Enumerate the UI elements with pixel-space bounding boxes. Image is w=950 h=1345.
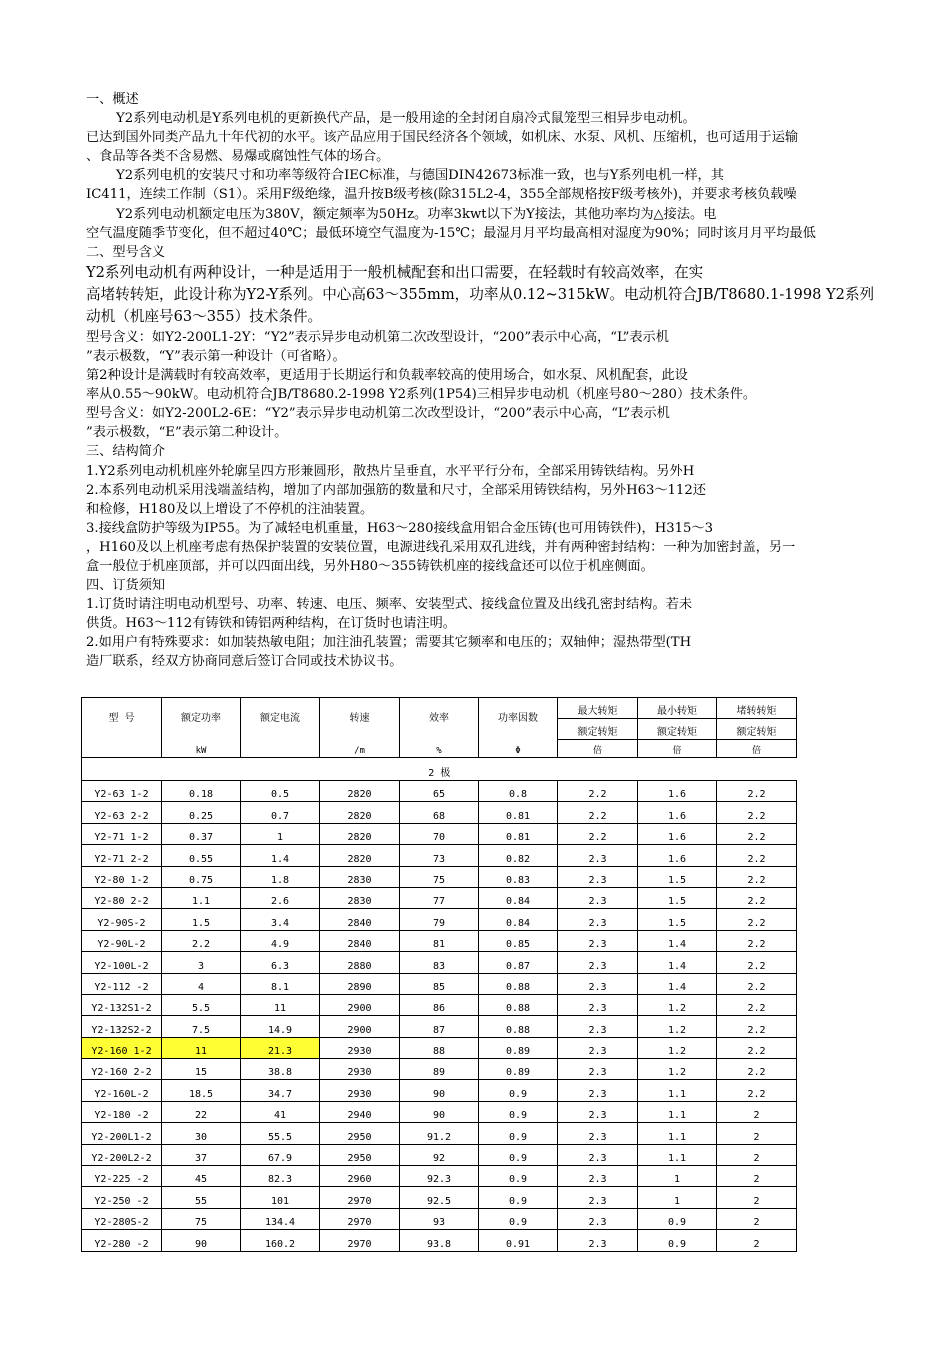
table-units-row — [82, 740, 797, 758]
cell-speed: 2880 — [320, 952, 400, 973]
table-row — [82, 1166, 797, 1187]
table-row — [82, 802, 797, 823]
cell-min-torque: 0.9 — [638, 1208, 717, 1229]
text-line: 和检修，H180及以上增设了不停机的注油装置。 — [86, 501, 374, 517]
cell-efficiency: 92 — [400, 1144, 479, 1165]
cell-max-torque: 2.3 — [558, 952, 638, 973]
cell-lock-torque: 2.2 — [717, 973, 797, 994]
cell-speed: 2890 — [320, 973, 400, 994]
text-line: 已达到国外同类产品九十年代初的水平。该产品应用于国民经济各个领域，如机床、水泵、风机、压缩机，也可适用于运输 — [86, 130, 799, 146]
cell-speed: 2970 — [320, 1187, 400, 1208]
cell-power: 15 — [162, 1059, 241, 1080]
cell-max-torque: 2.3 — [558, 887, 638, 908]
cell-efficiency: 77 — [400, 887, 479, 908]
unit-current — [241, 740, 320, 758]
table-row — [82, 823, 797, 844]
cell-current: 0.7 — [241, 802, 320, 823]
cell-lock-torque: 2 — [717, 1208, 797, 1229]
cell-current: 21.3 — [241, 1037, 320, 1058]
cell-model: Y2-71 1-2 — [82, 823, 162, 844]
table-row — [82, 845, 797, 866]
cell-lock-torque: 2.2 — [717, 845, 797, 866]
cell-current: 3.4 — [241, 909, 320, 930]
cell-min-torque: 0.9 — [638, 1230, 717, 1251]
header-rated-torque: 额定转矩 — [638, 719, 717, 740]
table-row — [82, 781, 797, 802]
cell-current: 1.8 — [241, 866, 320, 887]
cell-power-factor: 0.89 — [479, 1059, 558, 1080]
cell-power-factor: 0.9 — [479, 1123, 558, 1144]
cell-speed: 2820 — [320, 781, 400, 802]
cell-current: 101 — [241, 1187, 320, 1208]
cell-min-torque: 1.1 — [638, 1101, 717, 1122]
cell-current: 2.6 — [241, 887, 320, 908]
text-line: ”表示极数，“Y”表示第一种设计（可省略）。 — [86, 348, 346, 364]
header-current: 额定电流 — [241, 698, 320, 740]
cell-power: 5.5 — [162, 994, 241, 1015]
text-line: 空气温度随季节变化，但不超过40℃；最低环境空气温度为-15℃；最湿月月平均最高相对湿度为90%；同时该月月平均最低 — [86, 225, 816, 241]
cell-lock-torque: 2.2 — [717, 1059, 797, 1080]
header-rated-torque: 额定转矩 — [717, 719, 797, 740]
text-line: 、食品等各类不含易燃、易爆或腐蚀性气体的场合。 — [86, 149, 390, 165]
cell-power-factor: 0.9 — [479, 1144, 558, 1165]
table-row — [82, 1101, 797, 1122]
text-line: ，H160及以上机座考虑有热保护装置的安装位置，电源进线孔采用双孔进线，并有两种密封结构：一种为加密封盖，另一 — [86, 539, 796, 555]
cell-min-torque: 1.2 — [638, 1016, 717, 1037]
text-line: ”表示极数，“E”表示第二种设计。 — [86, 425, 288, 441]
cell-speed: 2840 — [320, 930, 400, 951]
cell-efficiency: 88 — [400, 1037, 479, 1058]
unit-power: kW — [162, 740, 241, 758]
cell-max-torque: 2.3 — [558, 1144, 638, 1165]
cell-min-torque: 1.1 — [638, 1080, 717, 1101]
cell-current: 82.3 — [241, 1166, 320, 1187]
cell-efficiency: 87 — [400, 1016, 479, 1037]
header-lock-torque: 堵转转矩 — [717, 698, 797, 719]
cell-current: 14.9 — [241, 1016, 320, 1037]
cell-speed: 2940 — [320, 1101, 400, 1122]
table-row — [82, 1208, 797, 1229]
text-line: Y2系列电动机额定电压为380V，额定频率为50Hz。功率3kwt以下为Y接法，其他功率均为△接法。电 — [116, 206, 717, 222]
cell-max-torque: 2.3 — [558, 994, 638, 1015]
cell-power: 22 — [162, 1101, 241, 1122]
cell-power: 0.37 — [162, 823, 241, 844]
cell-min-torque: 1.6 — [638, 845, 717, 866]
text-line: 一、概述 — [86, 92, 139, 107]
cell-current: 160.2 — [241, 1230, 320, 1251]
cell-model: Y2-180 -2 — [82, 1101, 162, 1122]
cell-lock-torque: 2.2 — [717, 802, 797, 823]
table-row — [82, 1144, 797, 1165]
cell-power: 1.5 — [162, 909, 241, 930]
cell-power: 90 — [162, 1230, 241, 1251]
cell-speed: 2840 — [320, 909, 400, 930]
cell-power-factor: 0.85 — [479, 930, 558, 951]
cell-max-torque: 2.3 — [558, 1101, 638, 1122]
cell-max-torque: 2.3 — [558, 1016, 638, 1037]
cell-current: 55.5 — [241, 1123, 320, 1144]
cell-model: Y2-90L-2 — [82, 930, 162, 951]
cell-power: 0.75 — [162, 866, 241, 887]
text-line: 第2种设计是满载时有较高效率，更适用于长期运行和负载率较高的使用场合，如水泵、风机配套，此设 — [86, 368, 688, 384]
text-line: 动机（机座号63～355）技术条件。 — [86, 307, 323, 325]
cell-max-torque: 2.3 — [558, 1123, 638, 1144]
text-line: 盒一般位于机座顶部，并可以四面出线，另外H80～355铸铁机座的接线盒还可以位于机座侧面。 — [86, 558, 654, 574]
table-row — [82, 1037, 797, 1058]
cell-max-torque: 2.3 — [558, 1037, 638, 1058]
cell-power: 2.2 — [162, 930, 241, 951]
cell-min-torque: 1.5 — [638, 909, 717, 930]
cell-max-torque: 2.3 — [558, 1080, 638, 1101]
cell-lock-torque: 2 — [717, 1166, 797, 1187]
cell-model: Y2-225 -2 — [82, 1166, 162, 1187]
unit-efficiency: % — [400, 740, 479, 758]
cell-current: 8.1 — [241, 973, 320, 994]
cell-model: Y2-250 -2 — [82, 1187, 162, 1208]
cell-efficiency: 83 — [400, 952, 479, 973]
cell-lock-torque: 2 — [717, 1187, 797, 1208]
text-line: 率从0.55～90kW。电动机符合JB/T8680.2-1998 Y2系列(1P54)三相异步电动机（机座号80～280）技术条件。 — [86, 387, 757, 403]
table-row — [82, 994, 797, 1015]
text-line: Y2系列电动机有两种设计，一种是适用于一般机械配套和出口需要，在轻载时有较高效率，在实 — [86, 263, 704, 281]
cell-power-factor: 0.82 — [479, 845, 558, 866]
text-line: 高堵转转矩，此设计称为Y2-Y系列。中心高63～355mm，功率从0.12~315kW。电动机符合JB/T8680.1-1998 Y2系列 — [86, 285, 875, 303]
text-line: 1.Y2系列电动机机座外轮廓呈四方形兼圆形，散热片呈垂直，水平平行分布，全部采用铸铁结构。另外H — [86, 463, 695, 479]
cell-efficiency: 85 — [400, 973, 479, 994]
cell-max-torque: 2.3 — [558, 1230, 638, 1251]
cell-model: Y2-160 1-2 — [82, 1037, 162, 1058]
cell-model: Y2-200L2-2 — [82, 1144, 162, 1165]
cell-power-factor: 0.91 — [479, 1230, 558, 1251]
header-max-torque: 最大转矩 — [558, 698, 638, 719]
unit-max-torque: 倍 — [558, 740, 638, 758]
cell-efficiency: 86 — [400, 994, 479, 1015]
cell-min-torque: 1 — [638, 1166, 717, 1187]
cell-current: 4.9 — [241, 930, 320, 951]
text-line: 二、型号含义 — [86, 244, 166, 260]
cell-min-torque: 1.6 — [638, 823, 717, 844]
cell-model: Y2-90S-2 — [82, 909, 162, 930]
cell-model: Y2-63 2-2 — [82, 802, 162, 823]
cell-max-torque: 2.3 — [558, 1187, 638, 1208]
unit-speed: /m — [320, 740, 400, 758]
table-body — [82, 781, 797, 1252]
cell-efficiency: 93 — [400, 1208, 479, 1229]
cell-power: 55 — [162, 1187, 241, 1208]
cell-model: Y2-160 2-2 — [82, 1059, 162, 1080]
cell-efficiency: 65 — [400, 781, 479, 802]
cell-model: Y2-63 1-2 — [82, 781, 162, 802]
cell-model: Y2-132S1-2 — [82, 994, 162, 1015]
header-model: 型 号 — [82, 698, 162, 740]
header-power-factor: 功率因数 — [479, 698, 558, 740]
cell-max-torque: 2.2 — [558, 781, 638, 802]
cell-current: 0.5 — [241, 781, 320, 802]
cell-min-torque: 1.1 — [638, 1144, 717, 1165]
header-efficiency: 效率 — [400, 698, 479, 740]
cell-power: 11 — [162, 1037, 241, 1058]
cell-power-factor: 0.88 — [479, 994, 558, 1015]
cell-max-torque: 2.3 — [558, 866, 638, 887]
table-row — [82, 866, 797, 887]
cell-model: Y2-200L1-2 — [82, 1123, 162, 1144]
cell-efficiency: 90 — [400, 1101, 479, 1122]
cell-power: 4 — [162, 973, 241, 994]
cell-current: 134.4 — [241, 1208, 320, 1229]
cell-speed: 2950 — [320, 1144, 400, 1165]
text-line: 三、结构简介 — [86, 444, 166, 460]
cell-power: 45 — [162, 1166, 241, 1187]
cell-speed: 2830 — [320, 887, 400, 908]
cell-min-torque: 1.5 — [638, 887, 717, 908]
table-row — [82, 952, 797, 973]
cell-lock-torque: 2.2 — [717, 930, 797, 951]
cell-lock-torque: 2 — [717, 1230, 797, 1251]
cell-model: Y2-71 2-2 — [82, 845, 162, 866]
text-line: 造厂联系，经双方协商同意后签订合同或技术协议书。 — [86, 654, 403, 670]
cell-efficiency: 68 — [400, 802, 479, 823]
cell-lock-torque: 2 — [717, 1101, 797, 1122]
pole-row — [82, 758, 797, 781]
cell-min-torque: 1.1 — [638, 1123, 717, 1144]
cell-max-torque: 2.3 — [558, 909, 638, 930]
header-min-torque: 最小转矩 — [638, 698, 717, 719]
cell-speed: 2970 — [320, 1208, 400, 1229]
text-line: 2.本系列电动机采用浅端盖结构，增加了内部加强筋的数量和尺寸，全部采用铸铁结构，另外H63～112还 — [86, 482, 706, 498]
motor-spec-table — [81, 697, 797, 1252]
cell-min-torque: 1.4 — [638, 952, 717, 973]
cell-lock-torque: 2.2 — [717, 1016, 797, 1037]
cell-power: 75 — [162, 1208, 241, 1229]
cell-speed: 2930 — [320, 1059, 400, 1080]
cell-speed: 2970 — [320, 1230, 400, 1251]
cell-lock-torque: 2 — [717, 1123, 797, 1144]
cell-model: Y2-160L-2 — [82, 1080, 162, 1101]
cell-speed: 2830 — [320, 866, 400, 887]
cell-efficiency: 91.2 — [400, 1123, 479, 1144]
cell-min-torque: 1.4 — [638, 973, 717, 994]
cell-max-torque: 2.3 — [558, 973, 638, 994]
table-row — [82, 930, 797, 951]
cell-power-factor: 0.89 — [479, 1037, 558, 1058]
cell-efficiency: 73 — [400, 845, 479, 866]
pole-label: 2 极 — [82, 758, 797, 781]
cell-power: 18.5 — [162, 1080, 241, 1101]
cell-lock-torque: 2.2 — [717, 887, 797, 908]
cell-current: 34.7 — [241, 1080, 320, 1101]
cell-lock-torque: 2.2 — [717, 866, 797, 887]
cell-power-factor: 0.87 — [479, 952, 558, 973]
cell-power: 30 — [162, 1123, 241, 1144]
unit-lock-torque: 倍 — [717, 740, 797, 758]
cell-current: 38.8 — [241, 1059, 320, 1080]
text-line: 1.订货时请注明电动机型号、功率、转速、电压、频率、安装型式、接线盒位置及出线孔密封结构。若未 — [86, 597, 693, 613]
cell-lock-torque: 2.2 — [717, 909, 797, 930]
cell-speed: 2820 — [320, 845, 400, 866]
cell-lock-torque: 2.2 — [717, 823, 797, 844]
cell-min-torque: 1.6 — [638, 781, 717, 802]
cell-speed: 2900 — [320, 1016, 400, 1037]
table-row — [82, 1187, 797, 1208]
table-row — [82, 1016, 797, 1037]
cell-power-factor: 0.81 — [479, 823, 558, 844]
cell-min-torque: 1.4 — [638, 930, 717, 951]
cell-lock-torque: 2.2 — [717, 994, 797, 1015]
cell-max-torque: 2.3 — [558, 1166, 638, 1187]
cell-power-factor: 0.84 — [479, 909, 558, 930]
cell-min-torque: 1.5 — [638, 866, 717, 887]
cell-efficiency: 92.5 — [400, 1187, 479, 1208]
cell-model: Y2-280S-2 — [82, 1208, 162, 1229]
text-line: IC411，连续工作制（S1）。采用F级绝缘，温升按B级考核(除315L2-4，355全部规格按F级考核外)，并要求考核负载噪 — [86, 187, 797, 203]
cell-lock-torque: 2.2 — [717, 1037, 797, 1058]
cell-speed: 2930 — [320, 1080, 400, 1101]
cell-power-factor: 0.88 — [479, 1016, 558, 1037]
cell-power-factor: 0.84 — [479, 887, 558, 908]
cell-model: Y2-80 2-2 — [82, 887, 162, 908]
unit-model — [82, 740, 162, 758]
cell-speed: 2820 — [320, 802, 400, 823]
table-row — [82, 887, 797, 908]
cell-min-torque: 1.2 — [638, 1059, 717, 1080]
cell-max-torque: 2.2 — [558, 802, 638, 823]
unit-min-torque: 倍 — [638, 740, 717, 758]
cell-current: 41 — [241, 1101, 320, 1122]
header-speed: 转速 — [320, 698, 400, 740]
cell-efficiency: 92.3 — [400, 1166, 479, 1187]
cell-speed: 2820 — [320, 823, 400, 844]
cell-current: 11 — [241, 994, 320, 1015]
cell-current: 1.4 — [241, 845, 320, 866]
cell-efficiency: 81 — [400, 930, 479, 951]
cell-power-factor: 0.9 — [479, 1080, 558, 1101]
cell-power: 0.18 — [162, 781, 241, 802]
cell-speed: 2900 — [320, 994, 400, 1015]
cell-power-factor: 0.9 — [479, 1187, 558, 1208]
table-row — [82, 973, 797, 994]
cell-speed: 2950 — [320, 1123, 400, 1144]
cell-efficiency: 75 — [400, 866, 479, 887]
text-line: 供货。H63～112有铸铁和铸铝两种结构，在订货时也请注明。 — [86, 616, 456, 632]
cell-power-factor: 0.83 — [479, 866, 558, 887]
header-power: 额定功率 — [162, 698, 241, 740]
unit-power-factor: Φ — [479, 740, 558, 758]
cell-power: 1.1 — [162, 887, 241, 908]
cell-max-torque: 2.2 — [558, 823, 638, 844]
cell-efficiency: 89 — [400, 1059, 479, 1080]
cell-efficiency: 90 — [400, 1080, 479, 1101]
cell-power-factor: 0.9 — [479, 1208, 558, 1229]
cell-power: 0.25 — [162, 802, 241, 823]
cell-current: 6.3 — [241, 952, 320, 973]
table-row — [82, 1059, 797, 1080]
cell-model: Y2-112 -2 — [82, 973, 162, 994]
cell-power: 7.5 — [162, 1016, 241, 1037]
cell-power-factor: 0.8 — [479, 781, 558, 802]
table-row — [82, 1230, 797, 1251]
text-line: 四、订货须知 — [86, 578, 166, 594]
cell-power-factor: 0.9 — [479, 1101, 558, 1122]
cell-speed: 2960 — [320, 1166, 400, 1187]
cell-power-factor: 0.88 — [479, 973, 558, 994]
text-line: Y2系列电机的安装尺寸和功率等级符合IEC标准，与德国DIN42673标准一致，也与Y系列电机一样，其 — [116, 168, 724, 184]
cell-speed: 2930 — [320, 1037, 400, 1058]
cell-efficiency: 70 — [400, 823, 479, 844]
text-line: 型号含义：如Y2-200L1-2Y：“Y2”表示异步电动机第二次改型设计，“200”表示中心高，“L”表示机 — [86, 329, 669, 345]
table-row — [82, 1080, 797, 1101]
cell-current: 67.9 — [241, 1144, 320, 1165]
cell-min-torque: 1 — [638, 1187, 717, 1208]
table-row — [82, 909, 797, 930]
text-line: Y2系列电动机是Y系列电机的更新换代产品，是一般用途的全封闭自扇冷式鼠笼型三相异步电动机。 — [116, 111, 696, 127]
cell-power-factor: 0.81 — [479, 802, 558, 823]
cell-power-factor: 0.9 — [479, 1166, 558, 1187]
cell-efficiency: 79 — [400, 909, 479, 930]
cell-efficiency: 93.8 — [400, 1230, 479, 1251]
cell-max-torque: 2.3 — [558, 1208, 638, 1229]
cell-lock-torque: 2.2 — [717, 1080, 797, 1101]
cell-power: 0.55 — [162, 845, 241, 866]
cell-min-torque: 1.2 — [638, 1037, 717, 1058]
text-line: 3.接线盒防护等级为IP55。为了减轻电机重量，H63～280接线盒用铝合金压铸(也可用铸铁件)，H315～3 — [86, 520, 713, 536]
cell-model: Y2-132S2-2 — [82, 1016, 162, 1037]
cell-model: Y2-80 1-2 — [82, 866, 162, 887]
header-rated-torque: 额定转矩 — [558, 719, 638, 740]
cell-model: Y2-280 -2 — [82, 1230, 162, 1251]
cell-min-torque: 1.6 — [638, 802, 717, 823]
cell-power: 37 — [162, 1144, 241, 1165]
cell-max-torque: 2.3 — [558, 1059, 638, 1080]
cell-lock-torque: 2.2 — [717, 952, 797, 973]
cell-lock-torque: 2 — [717, 1144, 797, 1165]
cell-min-torque: 1.2 — [638, 994, 717, 1015]
table-header-row-1 — [82, 698, 797, 719]
cell-current: 1 — [241, 823, 320, 844]
cell-power: 3 — [162, 952, 241, 973]
cell-max-torque: 2.3 — [558, 845, 638, 866]
text-line: 型号含义：如Y2-200L2-6E：“Y2”表示异步电动机第二次改型设计，“200”表示中心高，“L”表示机 — [86, 406, 670, 422]
table-row — [82, 1123, 797, 1144]
document-body — [86, 90, 950, 672]
text-line: 2.如用户有特殊要求：如加装热敏电阻；加注油孔装置；需要其它频率和电压的；双轴伸；湿热带型(TH — [86, 635, 692, 651]
cell-max-torque: 2.3 — [558, 930, 638, 951]
cell-model: Y2-100L-2 — [82, 952, 162, 973]
cell-lock-torque: 2.2 — [717, 781, 797, 802]
